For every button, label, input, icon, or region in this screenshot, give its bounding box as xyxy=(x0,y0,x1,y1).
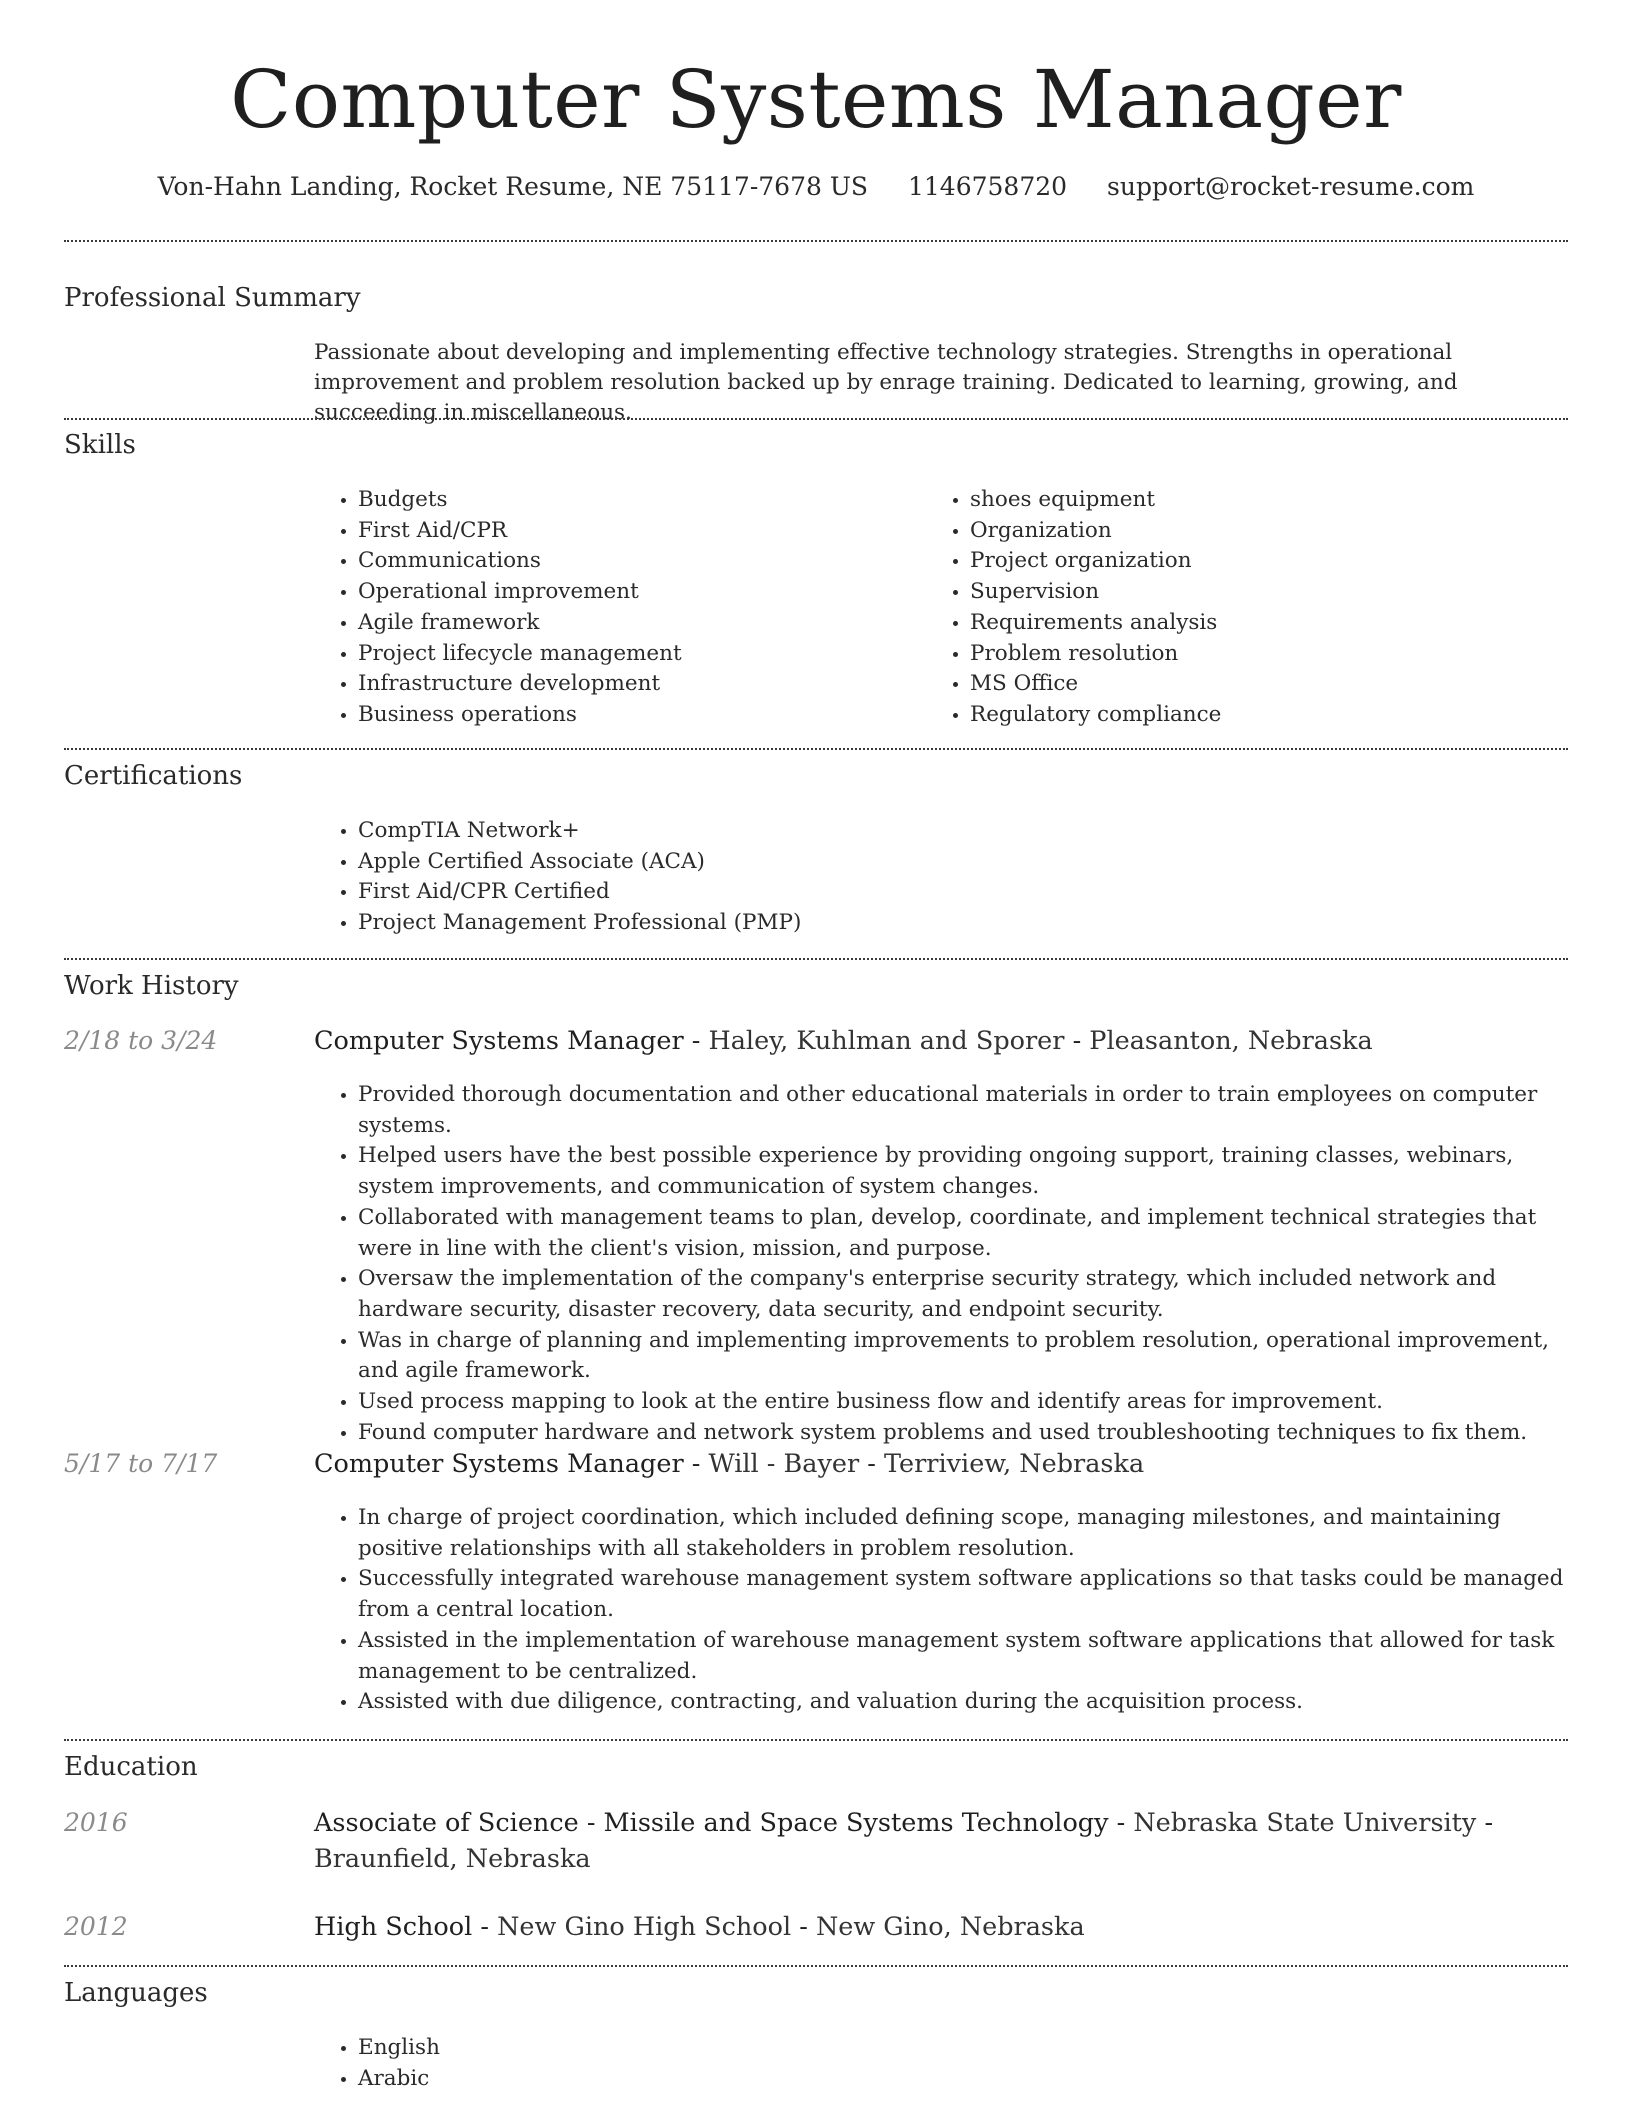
skill-item: • Problem resolution xyxy=(970,639,1570,670)
skill-item: • Business operations xyxy=(358,700,918,731)
job-bullet: • Assisted in the implementation of warehouse management system software applications that allowed for task management to be centralized. xyxy=(358,1626,1588,1687)
job-dates: 2/18 to 3/24 xyxy=(64,1026,218,1055)
email: support@rocket-resume.com xyxy=(1107,172,1475,201)
job-location: Pleasanton, Nebraska xyxy=(1089,1026,1373,1056)
skills-list-right xyxy=(926,485,1570,731)
education-school: New Gino High School xyxy=(497,1912,792,1942)
education-header: High School - New Gino High School - New Gino, Nebraska xyxy=(314,1912,1085,1942)
certifications-list xyxy=(314,816,1558,939)
job-bullet: • Oversaw the implementation of the company's enterprise security strategy, which included network and hardware security, disaster recovery, data security, and endpoint security. xyxy=(358,1264,1588,1325)
job-bullet: • Successfully integrated warehouse management system software applications so that tasks could be managed from a central location. xyxy=(358,1564,1588,1625)
education-field: Missile and Space Systems Technology xyxy=(603,1808,1109,1838)
skill-item: • shoes equipment xyxy=(970,485,1570,516)
work-heading: Work History xyxy=(64,971,239,1001)
address: Von-Hahn Landing, Rocket Resume, NE 75117-7678 US xyxy=(157,172,869,201)
job-bullet: • Assisted with due diligence, contracting, and valuation during the acquisition process. xyxy=(358,1687,1588,1718)
job-title: Computer Systems Manager xyxy=(314,1449,684,1479)
job-bullet: • Collaborated with management teams to plan, develop, coordinate, and implement technical strategies that were in line with the client's vision, mission, and purpose. xyxy=(358,1203,1588,1264)
skill-item: • Budgets xyxy=(358,485,918,516)
job-location: Terriview, Nebraska xyxy=(883,1449,1145,1479)
job-company: Haley, Kuhlman and Sporer xyxy=(708,1026,1065,1056)
skill-item: • First Aid/CPR xyxy=(358,516,918,547)
job-bullet: • Used process mapping to look at the entire business flow and identify areas for improvement. xyxy=(358,1387,1588,1418)
phone: 1146758720 xyxy=(908,172,1068,201)
job-header: Computer Systems Manager - Will - Bayer - Terriview, Nebraska xyxy=(314,1449,1145,1479)
languages-list xyxy=(314,2033,958,2094)
job-bullet: • Found computer hardware and network system problems and used troubleshooting techniques to fix them. xyxy=(358,1418,1588,1449)
skill-item: • Supervision xyxy=(970,577,1570,608)
skill-item: • Regulatory compliance xyxy=(970,700,1570,731)
job-title: Computer Systems Manager xyxy=(314,1026,684,1056)
education-year: 2016 xyxy=(64,1808,128,1837)
education-header: Associate of Science - Missile and Space Systems Technology - Nebraska State University - Braunfield, Nebraska xyxy=(314,1808,1494,1874)
divider xyxy=(64,748,1568,750)
language-item: • Arabic xyxy=(358,2064,958,2095)
skill-item: • Agile framework xyxy=(358,608,918,639)
job-bullet: • Helped users have the best possible experience by providing ongoing support, training classes, webinars, system improvements, and communication of system changes. xyxy=(358,1141,1588,1202)
skills-list-left xyxy=(314,485,918,731)
education-location: Braunfield, Nebraska xyxy=(314,1844,591,1874)
summary-text: Passionate about developing and implementing effective technology strategies. Strengths in operational improvement and problem resolution backed up by enrage training. Dedicated to learning, growing, and succeeding in miscellaneous. xyxy=(314,340,1458,425)
education-degree: High School xyxy=(314,1912,473,1942)
contact-line xyxy=(0,170,1632,204)
skill-item: • MS Office xyxy=(970,669,1570,700)
skill-item: • Infrastructure development xyxy=(358,669,918,700)
job-bullet: • In charge of project coordination, which included defining scope, managing milestones, and maintaining positive relationships with all stakeholders in problem resolution. xyxy=(358,1503,1588,1564)
language-item: • English xyxy=(358,2033,958,2064)
certifications-heading: Certifications xyxy=(64,761,243,791)
job-bullet: • Was in charge of planning and implementing improvements to problem resolution, operational improvement, and agile framework. xyxy=(358,1326,1588,1387)
job-bullets xyxy=(314,1503,1588,1718)
skill-item: • Communications xyxy=(358,546,918,577)
skill-item: • Organization xyxy=(970,516,1570,547)
languages-heading: Languages xyxy=(64,1978,208,2008)
education-year: 2012 xyxy=(64,1912,128,1941)
job-bullets xyxy=(314,1080,1588,1448)
skill-item: • Project lifecycle management xyxy=(358,639,918,670)
skill-item: • Requirements analysis xyxy=(970,608,1570,639)
certification-item: • CompTIA Network+ xyxy=(358,816,1558,847)
job-dates: 5/17 to 7/17 xyxy=(64,1449,218,1478)
certification-item: • Project Management Professional (PMP) xyxy=(358,908,1558,939)
certification-item: • Apple Certified Associate (ACA) xyxy=(358,847,1558,878)
summary-heading: Professional Summary xyxy=(64,283,361,313)
skill-item: • Operational improvement xyxy=(358,577,918,608)
divider xyxy=(64,958,1568,960)
resume-title: Computer Systems Manager xyxy=(230,53,1402,146)
divider xyxy=(64,1965,1568,1967)
education-heading: Education xyxy=(64,1752,198,1782)
job-header: Computer Systems Manager - Haley, Kuhlman and Sporer - Pleasanton, Nebraska xyxy=(314,1026,1373,1056)
divider xyxy=(64,418,1568,420)
divider xyxy=(64,240,1568,242)
job-bullet: • Provided thorough documentation and other educational materials in order to train employees on computer systems. xyxy=(358,1080,1588,1141)
education-school: Nebraska State University xyxy=(1133,1808,1477,1838)
skill-item: • Project organization xyxy=(970,546,1570,577)
certification-item: • First Aid/CPR Certified xyxy=(358,877,1558,908)
divider xyxy=(64,1739,1568,1741)
education-location: New Gino, Nebraska xyxy=(815,1912,1085,1942)
education-degree: Associate of Science xyxy=(314,1808,579,1838)
skills-heading: Skills xyxy=(64,430,136,460)
job-company: Will - Bayer xyxy=(708,1449,860,1479)
